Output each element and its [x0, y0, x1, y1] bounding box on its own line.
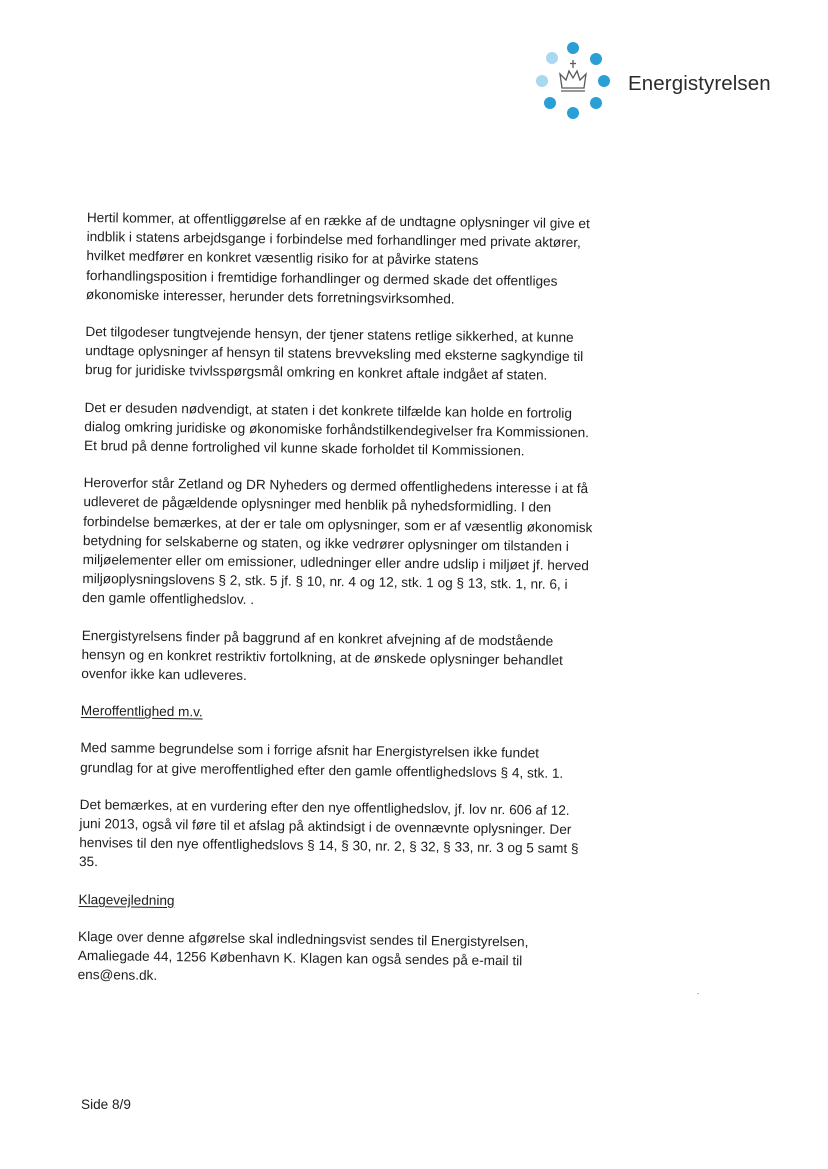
energistyrelsen-logo: [533, 40, 773, 124]
logo-text: Energistyrelsen: [628, 72, 771, 95]
heading-meroffentlighed: Meroffentlighed m.v.: [80, 703, 203, 720]
crown-dots-emblem-icon: [533, 40, 625, 124]
document-body: [77, 208, 597, 1009]
paragraph-new-law: Det bemærkes, at en vurdering efter den nye offentlighedslov, jf. lov nr. 606 af 12. juni 2013, også vil føre til et afslag på aktindsigt i de ovennævnte oplysninger. Der henvises til den nye offentlighedslovs § 14, § 30, nr. 2, § 32, § 33, nr. 3 og 5 samt § 35.: [78, 796, 579, 870]
paragraph-public-interest: Heroverfor står Zetland og DR Nyheders og dermed offentlighedens interesse i at få udleveret de pågældende oplysninger med henblik på nyhedsformidling. I den forbindelse bemærkes, at der er tale om oplysninger, som er af væsentlig økonomisk betydning for selskaberne og staten, og ikke vedrører oplysninger om tilstanden i miljøelementer eller om emissioner, udledninger eller andre udslip i miljøet jf. herved miljøoplysningslovens § 2, stk. 5 jf. § 10, nr. 4 og 12, stk. 1 og § 13, stk. 1, nr. 6, i den gamle offentlighedslov. .: [82, 475, 593, 608]
paragraph-legal-security: Det tilgodeser tungtvejende hensyn, der tjener statens retlige sikkerhed, at kunne undtage oplysninger af hensyn til statens brevveksling med eksterne sagkyndige til brug for juridiske tvivlsspørgsmål omkring en konkret aftale indgået af staten.: [84, 324, 584, 384]
paragraph-commission-dialog: Det er desuden nødvendigt, at staten i det konkrete tilfælde kan holde en fortrolig dialog omkring juridiske og økonomiske forhåndstilkendegivelser fra Kommissionen. Et brud på denne fortrolighed vil kunne skade forholdet til Kommissionen.: [84, 399, 590, 459]
heading-klagevejledning: Klagevejledning: [78, 891, 175, 908]
page-number: Side 8/9: [81, 1097, 131, 1112]
paragraph-complaint: Klage over denne afgørelse skal indledningsvist sendes til Energistyrelsen, Amaliegade 44, 1256 København K. Klagen kan også sendes på e-mail til ens@ens.dk.: [77, 928, 529, 984]
paragraph-meroffentlighed: Med samme begrundelse som i forrige afsnit har Energistyrelsen ikke fundet grundlag for at give meroffentlighed efter den gamle offentlighedslovs § 4, stk. 1.: [80, 740, 564, 781]
paragraph-public-disclosure: Hertil kommer, at offentliggørelse af en række af de undtagne oplysninger vil give et indblik i statens arbejdsgange i forbindelse med forhandlinger med private aktører, hvilket medfører en konkret væsentlig risiko for at påvirke statens forhandlingsposition i fremtidige forhandlinger og dermed skade det offentliges økonomiske interesser, herunder dets forretningsvirksomhed.: [85, 209, 590, 307]
paragraph-conclusion: Energistyrelsens finder på baggrund af en konkret afvejning af de modstående hensyn og en konkret restriktiv fortolkning, at de ønskede oplysninger behandlet ovenfor ikke kan udleveres.: [81, 627, 563, 684]
scan-speck: [697, 993, 699, 994]
